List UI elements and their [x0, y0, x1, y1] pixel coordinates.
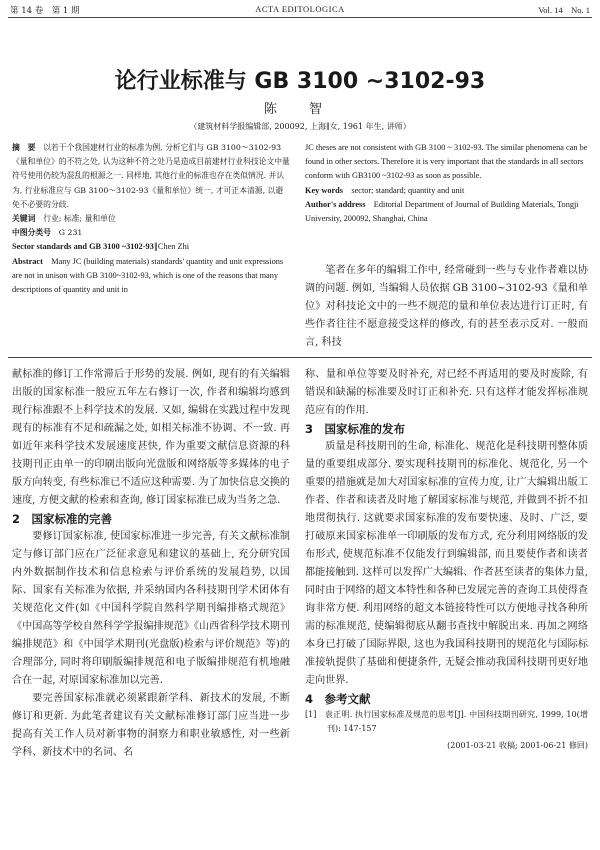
abstract-en [12, 255, 290, 298]
section-3-para: 质量是科技期刊的生命, 标准化、规范化是科技期刊整体质量的重要组成部分. 要实现科技期刊的标准化、规范化, 另一个重要的措施就是加大对国家标准的宣传力度, 让广大编辑出版工作者、作者和读者及时地了解国家标准与规范, 并做到不折不扣地贯彻执行. 这就要求国家标准的发布要快速、及时、广泛, 要打破原来国家标准单一印刷版的发布方式, 充分利用网络版的发布形式, 使规范标准不仅能发行到编辑部, 而且要使作者和读者都能接触到. 这样可以发挥广大编辑、作者甚至读者的集体力量, 同时由于网络的超文本特性和各种已发展完善的查询工具使得查询非常方便. 利用网络的超文本链接特性可以方便地寻找各种所需的标准规范, 使编辑彻底从翻书查找中解脱出来. 再加之网络本身已打破了国际界限, 这也为我国科技期刊的规范化与国际标准接轨提供了基础和便捷条件, 无疑会推动我国科技期刊更好地走向世界. [305, 441, 588, 686]
received-dates: (2001-03-21 收稿; 2001-06-21 修回) [447, 741, 588, 750]
abstract-cn [12, 141, 290, 212]
section-2-continued: 称、量和单位等要及时补充, 对已经不再适用的要及时废除, 有错误和缺漏的标准要及时订正和补充. 只有这样才能发挥标准规范应有的作用. [305, 369, 588, 416]
abstract-right [305, 141, 588, 226]
intro-continued: 献标准的修订工作常滞后于形势的发展. 例如, 现有的有关编辑出版的国家标准一般应五年左右修订一次, 作者和编辑均感到现行标准跟不上科学技术的发展. 又如, 编辑在实践过程中发现现有的标准有不足和疏漏之处, 如相关标准不协调、不一致. 再如近年来科学技术发展速度甚快, 作为重要文献信息资源的科技期刊正由单一的印刷出版向光盘版和网络版等多媒体的电子版方向转变, 有些标准已不适应这种需要. 为了加快信息交换的速度, 方便文献的检索和查询, 修订国家标准已成为当务之急. [12, 369, 290, 506]
intro-paragraph: 笔者在多年的编辑工作中, 经常碰到一些与专业作者难以协调的问题. 例如, 当编辑人员依据 GB 3100~3102-93《量和单位》对科技论文中的一些不规范的量和单位表达进行订正时, 有些作者往往不愿意接受这样的修改, 有的甚至表示反对. 一般而言, 科技 [305, 265, 588, 348]
abstract-en-label: Abstract [12, 256, 43, 266]
body-right [305, 366, 588, 755]
reference-1: [1] 袁正明. 执行国家标准及规范的思考[J]. 中国科技期刊研究, 1999, 10(增刊): 147-157 [305, 710, 588, 733]
header-journal: ACTA EDITOLOGICA [255, 4, 345, 14]
body-left [12, 366, 290, 762]
section-3-heading: 3 国家标准的发布 [305, 422, 406, 436]
header-divider [8, 17, 592, 18]
address-en-text: Editorial Department of Journal of Building Materials, Tongji University, 200092, Shanghai, China [305, 199, 579, 224]
section-4-heading: 4 参考文献 [305, 692, 371, 706]
keywords-cn-text: 行业; 标准; 量和单位 [43, 214, 116, 224]
abstract-cn-label: 摘 要 [12, 143, 36, 152]
abstract-cn-text: 以若干个我国建材行业的标准为例, 分析它们与 GB 3100～3102-93《量和单位》的不符之处, 认为这种不符之处乃是造成目前建材行业科技论文中量符号使用仍较为混乱的根源之一. 同样地, 其他行业的标准也存在类似情况. 并认为, 行业标准应与 GB 3100～3102-93《量和单位》统一, 才可正本清源, 以避免不必要的分歧. [12, 143, 290, 209]
en-title-line [12, 240, 290, 254]
keywords-cn [12, 212, 290, 226]
clc-number [12, 226, 290, 240]
section-2-heading: 2 国家标准的完善 [12, 512, 113, 526]
header-vol-en: Vol. 14 No. 1 [538, 5, 590, 15]
keywords-cn-label: 关键词 [12, 214, 36, 224]
clc-label: 中图分类号 [12, 228, 51, 238]
clc-text: G 231 [58, 228, 83, 238]
keywords-en-text: sector; standard; quantity and unit [351, 185, 465, 195]
en-title-bold: Sector standards and GB 3100 ~3102-93 [12, 242, 154, 252]
intro-top [305, 262, 588, 352]
abstract-en-cont: JC theses are not consistent with GB 3100 ~ 3102-93. The similar phenomena can be found in other sectors. Therefore it is very important that the standards in all sectors conform with GB3100 ~3102-93 as soon as possible. [305, 143, 588, 181]
section-2-para-1: 要修订国家标准, 使国家标准进一步完善, 有关文献标准制定与修订部门应在广泛征求意见和建议的基础上, 充分研究国内外数据制作技术和信息检索与评价系统的发展趋势, 以国际、国家有关标准为依据, 并采纳国内各科技期刊学术团体有关规范化文件(如《中国科学院自然科学期刊编排格式规范》《中国高等学校自然科学学报编排规范》《山西省科学技术期刊编排规范》和《中国学术期刊(光盘版)检索与评价规范》等)的合理部分, 同时将印刷版编排规范和电子版编排规范有机地融合在一起, 对原国家标准加以完善. [12, 531, 290, 686]
en-title-author: ∥Chen Zhi [153, 242, 190, 252]
section-2-para-2: 要完善国家标准就必须紧跟新学科、新技术的发展, 不断修订和更新. 为此笔者建议有关文献标准修订部门应当进一步提高有关工作人员对新事物的洞察力和职业敏感性, 对一些新学科、新技术中的名词、名 [12, 693, 290, 758]
author-name: 陈 智 [263, 102, 337, 117]
section-divider [8, 357, 592, 358]
running-header [0, 0, 600, 18]
address-en [305, 198, 588, 226]
abstract-left [12, 141, 290, 297]
article-title: 论行业标准与 GB 3100 ~3102-93 [114, 69, 486, 94]
author-affiliation: （建筑材料学报编辑部, 200092, 上海∥女, 1961 年生, 讲师） [189, 122, 411, 131]
address-en-label: Author's address [305, 199, 366, 209]
keywords-en-label: Key words [305, 185, 344, 195]
header-volume: 第 14 卷 第 1 期 [10, 6, 80, 16]
keywords-en [305, 184, 588, 198]
abstract-en-text: Many JC (building materials) standards' quantity and unit expressions are not in unison with GB 3100~3102-93, which is one of the reasons that many descriptions of quantity and unit in [12, 256, 284, 295]
